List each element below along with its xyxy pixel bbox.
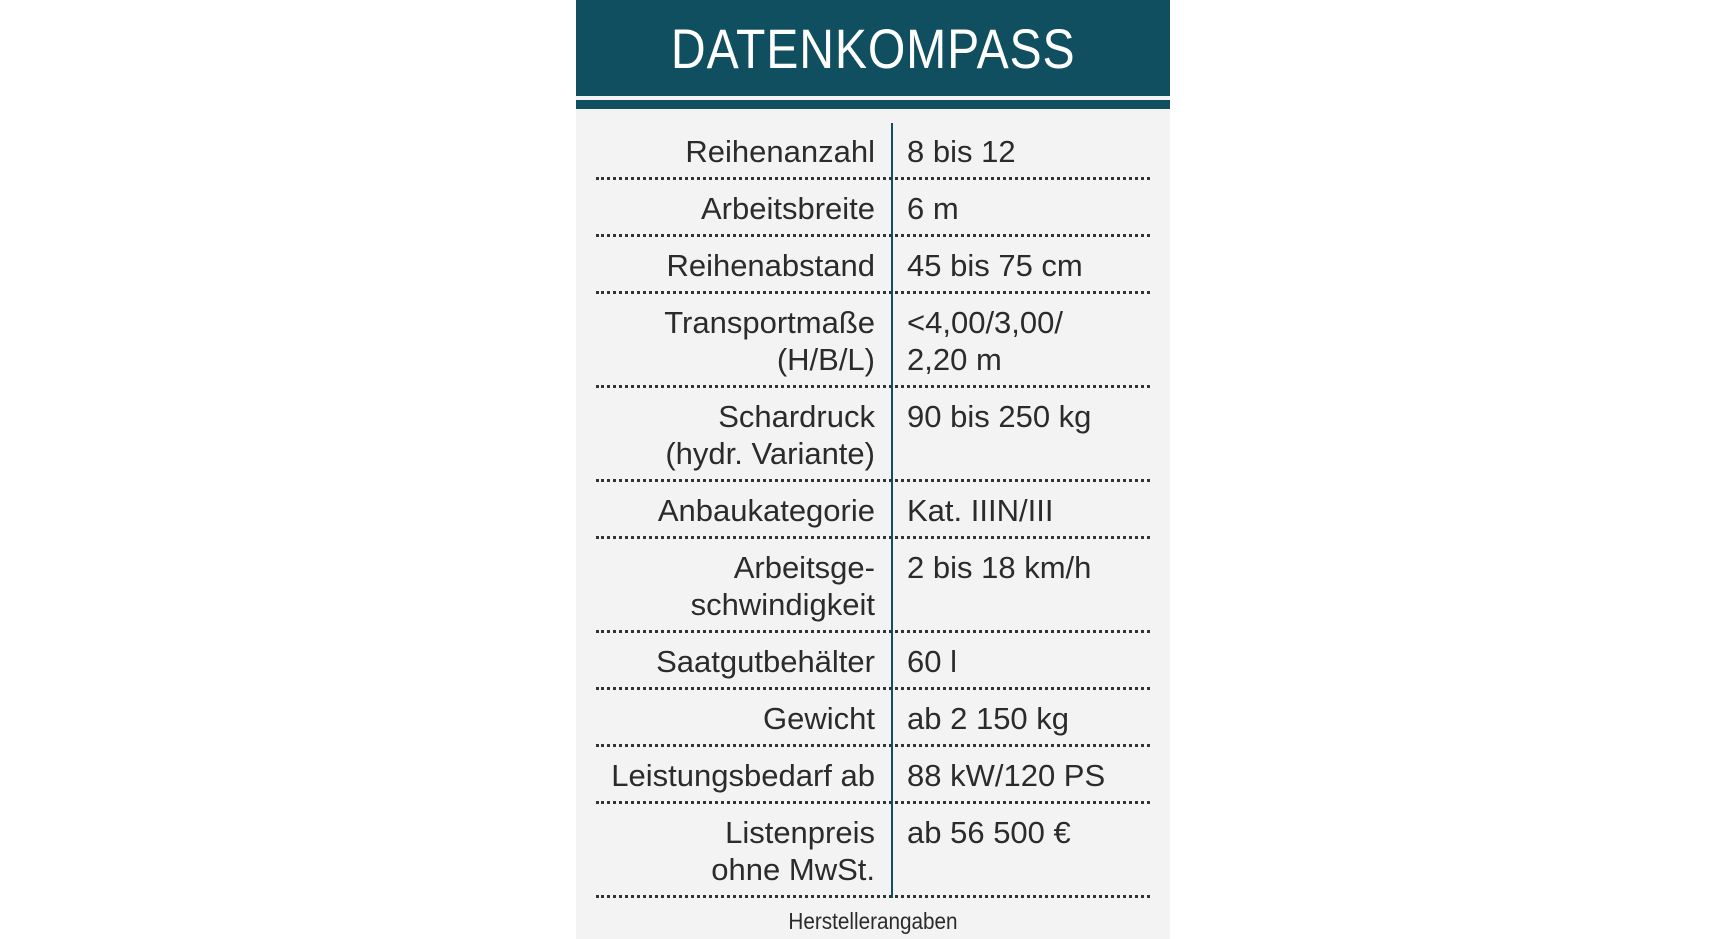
table-row xyxy=(596,633,1150,690)
row-value: 60 l xyxy=(907,644,957,679)
row-label: Gewicht xyxy=(763,701,875,736)
table-row xyxy=(596,690,1150,747)
row-label: Listenpreis ohne MwSt. xyxy=(711,815,875,887)
row-label: Arbeitsge- schwindigkeit xyxy=(690,550,875,622)
spec-table xyxy=(596,123,1150,898)
table-row xyxy=(596,123,1150,180)
row-label: Schardruck (hydr. Variante) xyxy=(665,399,875,471)
row-value: 6 m xyxy=(907,191,959,226)
table-row xyxy=(596,294,1150,388)
row-label: Leistungsbedarf ab xyxy=(611,758,875,793)
row-value: 90 bis 250 kg xyxy=(907,399,1092,434)
table-row xyxy=(596,804,1150,898)
card-title: DATENKOMPASS xyxy=(670,16,1076,80)
row-value: 8 bis 12 xyxy=(907,134,1016,169)
table-row xyxy=(596,747,1150,804)
row-label: Reihenabstand xyxy=(666,248,875,283)
row-value: 45 bis 75 cm xyxy=(907,248,1083,283)
row-label: Transportmaße (H/B/L) xyxy=(664,305,875,377)
row-label: Arbeitsbreite xyxy=(700,191,875,226)
row-value: ab 56 500 € xyxy=(907,815,1071,850)
row-label: Anbaukategorie xyxy=(657,493,875,528)
source-note: Herstellerangaben xyxy=(788,908,958,934)
table-row xyxy=(596,482,1150,539)
row-label: Reihenanzahl xyxy=(685,134,875,169)
row-label: Saatgutbehälter xyxy=(656,644,875,679)
row-value: Kat. IIIN/III xyxy=(907,493,1054,528)
header-bar xyxy=(576,0,1170,96)
table-row xyxy=(596,180,1150,237)
data-compass-card xyxy=(576,0,1170,939)
table-row xyxy=(596,539,1150,633)
row-value: ab 2 150 kg xyxy=(907,701,1070,736)
column-divider xyxy=(891,123,893,898)
row-value: 88 kW/120 PS xyxy=(907,758,1106,793)
table-row xyxy=(596,237,1150,294)
row-value: <4,00/3,00/ 2,20 m xyxy=(907,305,1063,377)
header-underline xyxy=(576,100,1170,109)
table-row xyxy=(596,388,1150,482)
row-value: 2 bis 18 km/h xyxy=(907,550,1092,585)
